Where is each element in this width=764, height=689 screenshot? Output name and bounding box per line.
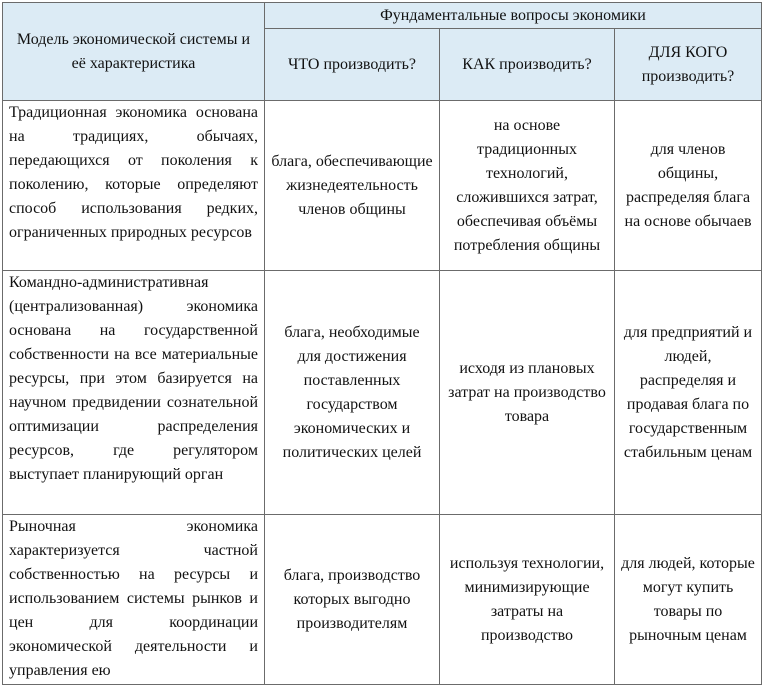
header-row-group — [3, 3, 762, 29]
cell-model-market: Рыночная экономика характеризуется частной собственностью на ресурсы и использованием системы рынков и цен для координации экономической деятельности и управления ею — [3, 515, 265, 685]
header-group-label: Фундаментальные вопросы экономики — [380, 6, 646, 24]
header-model-label: Модель экономической системы и её характеристика — [16, 30, 251, 72]
cell-how-traditional: на основе традиционных технологий, сложившихся затрат, обеспечивая объёмы потребления общины — [440, 101, 615, 271]
cell-for-whom-traditional: для членов общины, распределяя блага на основе обычаев — [615, 101, 762, 271]
table-row-market — [3, 515, 762, 685]
cell-how-market: используя технологии, минимизирующие затраты на производство — [440, 515, 615, 685]
cell-model-command: Командно-административная (централизованная) экономика основана на государственной собственности на все материальные ресурсы, при этом базируется на научном предвидении сознательной оптимизации распределения ресурсов, где регулятором выступает планирующий орган — [3, 271, 265, 515]
header-what — [265, 29, 440, 101]
economic-systems-table — [2, 2, 762, 685]
header-model — [3, 3, 265, 101]
header-fundamental-questions — [265, 3, 762, 29]
cell-for-whom-market: для людей, которые могут купить товары по рыночным ценам — [615, 515, 762, 685]
cell-model-traditional: Традиционная экономика основана на традициях, обычаях, передающихся от поколения к поколению, которые определяют способ использования редких, ограниченных природных ресурсов — [3, 101, 265, 271]
table-row-command — [3, 271, 762, 515]
cell-what-traditional: блага, обеспечивающие жизнедеятельность членов общины — [265, 101, 440, 271]
header-what-label: ЧТО производить? — [287, 55, 417, 73]
header-how — [440, 29, 615, 101]
cell-for-whom-command: для предприятий и людей, распределяя и продавая блага по государственным стабильным ценам — [615, 271, 762, 515]
header-how-label: КАК производить? — [462, 55, 592, 73]
cell-what-command: блага, необходимые для достижения поставленных государством экономических и политических целей — [265, 271, 440, 515]
cell-how-command: исходя из плановых затрат на производство товара — [440, 271, 615, 515]
cell-what-market: блага, производство которых выгодно производителям — [265, 515, 440, 685]
header-for-whom-label: ДЛЯ КОГО производить? — [641, 43, 735, 85]
header-for-whom — [615, 29, 762, 101]
table-row-traditional — [3, 101, 762, 271]
